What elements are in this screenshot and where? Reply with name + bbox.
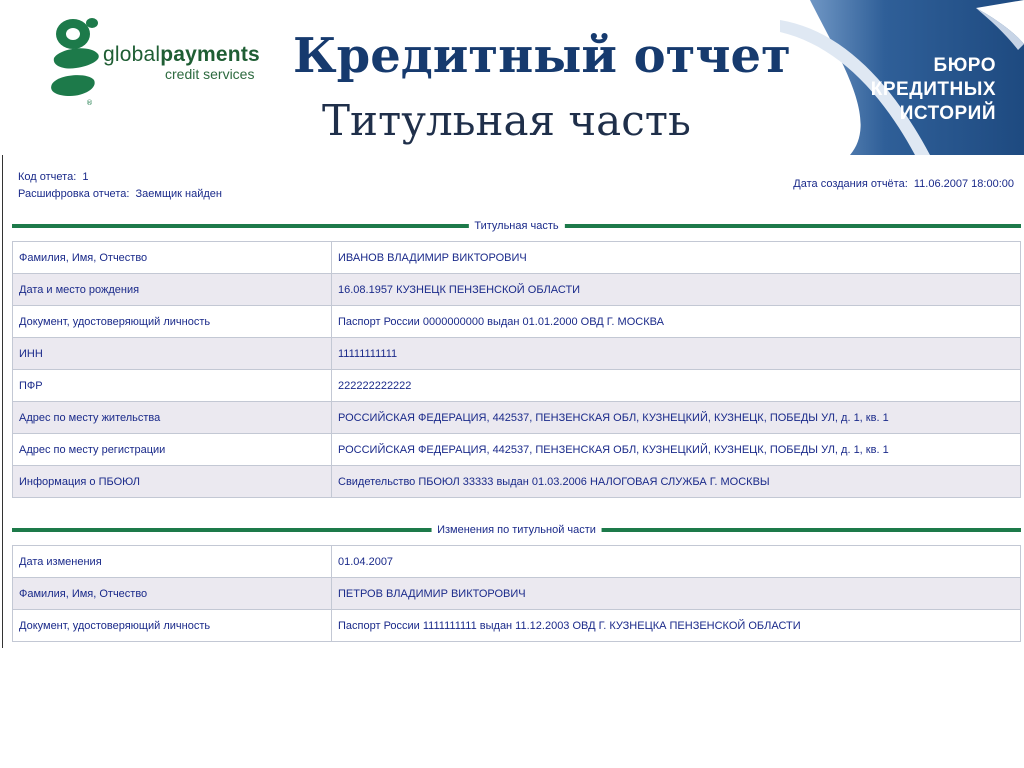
- table-row: [13, 242, 1021, 274]
- credit-report: [0, 155, 1024, 650]
- report-meta: [18, 169, 222, 203]
- changes-section-table: [12, 545, 1021, 642]
- field-value: 222222222222: [332, 370, 1021, 402]
- bureau-line-1: БЮРО: [933, 55, 996, 76]
- field-label: Адрес по месту жительства: [13, 402, 332, 434]
- field-value: 01.04.2007: [332, 546, 1021, 578]
- table-row: [13, 402, 1021, 434]
- logo-brand-light: global: [103, 43, 161, 66]
- page-subtitle: Титульная часть: [322, 96, 691, 145]
- page-title: Кредитный отчет: [293, 28, 791, 84]
- section-title: Изменения по титульной части: [431, 523, 602, 537]
- logo-brand-bold: payments: [160, 43, 260, 66]
- field-value: Свидетельство ПБОЮЛ 33333 выдан 01.03.2006 НАЛОГОВАЯ СЛУЖБА Г. МОСКВЫ: [332, 466, 1021, 498]
- table-row: [13, 274, 1021, 306]
- report-decode-value: Заемщик найден: [135, 188, 222, 200]
- field-label: Фамилия, Имя, Отчество: [13, 578, 332, 610]
- table-row: [13, 338, 1021, 370]
- report-created: [793, 178, 1014, 190]
- field-label: Информация о ПБОЮЛ: [13, 466, 332, 498]
- field-label: Адрес по месту регистрации: [13, 434, 332, 466]
- field-label: ПФР: [13, 370, 332, 402]
- field-value: 11111111111: [332, 338, 1021, 370]
- globalpayments-logo-icon: [40, 14, 106, 106]
- field-label: ИНН: [13, 338, 332, 370]
- report-code-label: Код отчета:: [18, 171, 77, 183]
- report-code: [18, 169, 222, 186]
- report-decode-label: Расшифровка отчета:: [18, 188, 130, 200]
- report-created-label: Дата создания отчёта:: [793, 178, 908, 190]
- logo-subtitle: credit services: [165, 66, 255, 82]
- field-label: Дата изменения: [13, 546, 332, 578]
- table-row: [13, 546, 1021, 578]
- field-value: ИВАНОВ ВЛАДИМИР ВИКТОРОВИЧ: [332, 242, 1021, 274]
- table-row: [13, 370, 1021, 402]
- report-created-value: 11.06.2007 18:00:00: [913, 178, 1014, 190]
- field-label: Документ, удостоверяющий личность: [13, 610, 332, 642]
- field-value: Паспорт России 1111111111 выдан 11.12.2003 ОВД Г. КУЗНЕЦКА ПЕНЗЕНСКОЙ ОБЛАСТИ: [332, 610, 1021, 642]
- logo-text: [103, 44, 260, 82]
- field-value: 16.08.1957 КУЗНЕЦК ПЕНЗЕНСКОЙ ОБЛАСТИ: [332, 274, 1021, 306]
- report-border: [2, 155, 3, 648]
- registered-mark: ®: [86, 99, 93, 106]
- logo-brand: [103, 44, 260, 66]
- field-value: РОССИЙСКАЯ ФЕДЕРАЦИЯ, 442537, ПЕНЗЕНСКАЯ ОБЛ, КУЗНЕЦКИЙ, КУЗНЕЦК, ПОБЕДЫ УЛ, д. 1, кв. 1: [332, 402, 1021, 434]
- report-code-value: 1: [82, 171, 89, 183]
- field-label: Документ, удостоверяющий личность: [13, 306, 332, 338]
- field-label: Дата и место рождения: [13, 274, 332, 306]
- field-value: ПЕТРОВ ВЛАДИМИР ВИКТОРОВИЧ: [332, 578, 1021, 610]
- field-label: Фамилия, Имя, Отчество: [13, 242, 332, 274]
- field-value: Паспорт России 0000000000 выдан 01.01.2000 ОВД Г. МОСКВА: [332, 306, 1021, 338]
- table-row: [13, 610, 1021, 642]
- title-section-table: [12, 241, 1021, 498]
- slide-header: [0, 0, 1024, 155]
- bureau-line-3: ИСТОРИЙ: [899, 103, 996, 124]
- table-row: [13, 466, 1021, 498]
- table-row: [13, 578, 1021, 610]
- bureau-label: [871, 54, 996, 126]
- bureau-line-2: КРЕДИТНЫХ: [870, 79, 996, 100]
- section-title: Титульная часть: [468, 219, 564, 233]
- table-row: [13, 434, 1021, 466]
- section-header-title: [12, 219, 1021, 233]
- report-decode: [18, 186, 222, 203]
- section-header-changes: [12, 523, 1021, 537]
- table-row: [13, 306, 1021, 338]
- field-value: РОССИЙСКАЯ ФЕДЕРАЦИЯ, 442537, ПЕНЗЕНСКАЯ ОБЛ, КУЗНЕЦКИЙ, КУЗНЕЦК, ПОБЕДЫ УЛ, д. 1, кв. 1: [332, 434, 1021, 466]
